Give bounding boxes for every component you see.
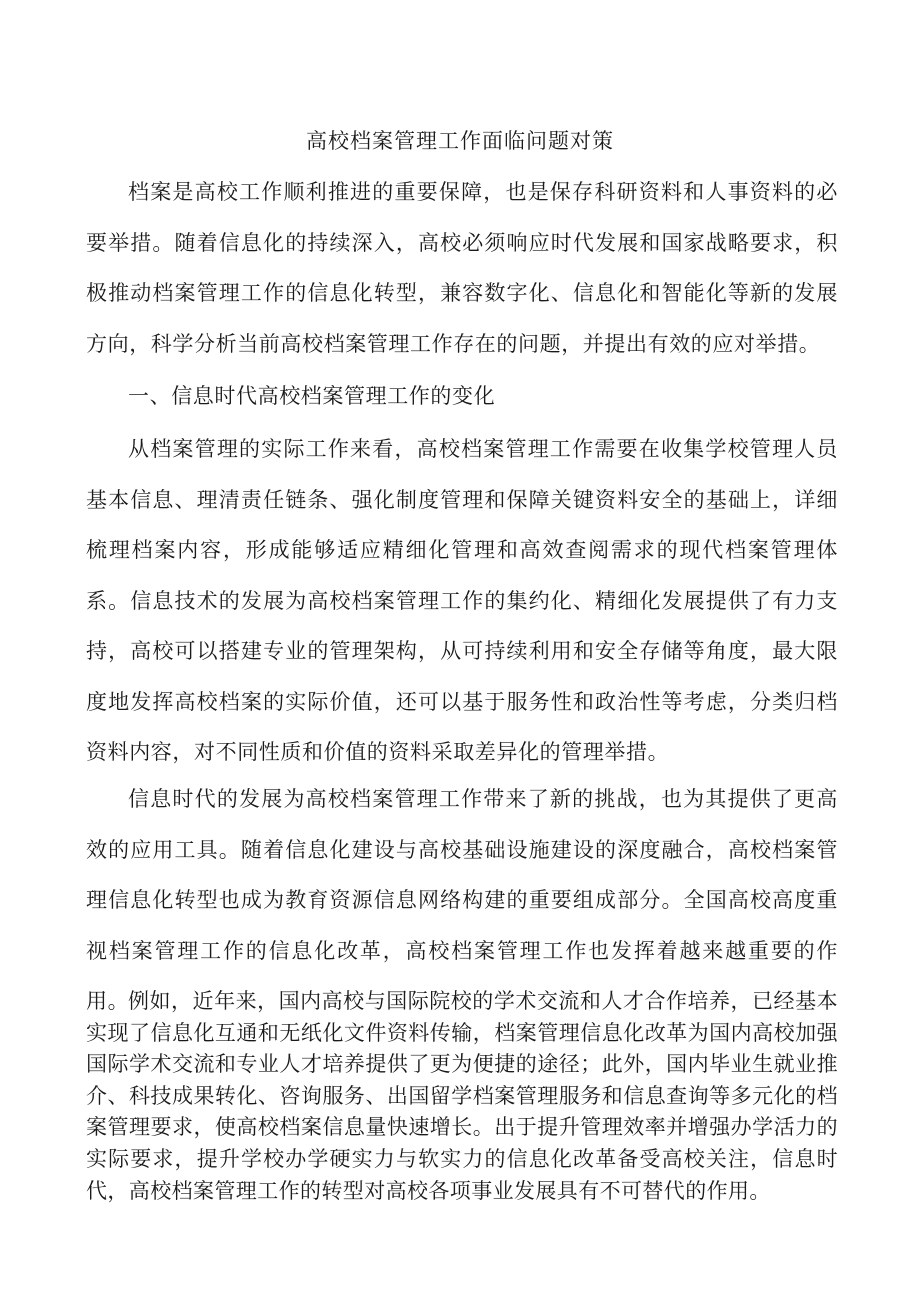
body-paragraph-2: 信息时代的发展为高校档案管理工作带来了新的挑战，也为其提供了更高效的应用工具。随着信息化建设与高校基础设施建设的深度融合，高校档案管理信息化转型也成为教育资源信息网络构建的重要组成部分。全国高校高度重视档案管理工作的信息化改革，高校档案管理工作也发挥着越来越重要的作用。: [86, 787, 838, 1013]
section-heading: 一、信息时代高校档案管理工作的变化: [128, 384, 496, 408]
document-title: 高校档案管理工作面临问题对策: [306, 129, 614, 153]
body-paragraph-1: 从档案管理的实际工作来看，高校档案管理工作需要在收集学校管理人员基本信息、理清责任链条、强化制度管理和保障关键资料安全的基础上，详细梳理档案内容，形成能够适应精细化管理和高效查阅需求的现代档案管理体系。信息技术的发展为高校档案管理工作的集约化、精细化发展提供了有力支持，高校可以搭建专业的管理架构，从可持续利用和安全存储等角度，最大限度地发挥高校档案的实际价值，还可以基于服务性和政治性等考虑，分类归档资料内容，对不同性质和价值的资料采取差异化的管理举措。: [86, 437, 838, 764]
body-paragraph-3: 例如，近年来，国内高校与国际院校的学术交流和人才合作培养，已经基本实现了信息化互通和无纸化文件资料传输，档案管理信息化改革为国内高校加强国际学术交流和专业人才培养提供了更为便捷的途径；此外，国内毕业生就业推介、科技成果转化、咨询服务、出国留学档案管理服务和信息查询等多元化的档案管理要求，使高校档案信息量快速增长。出于提升管理效率并增强办学活力的实际要求，提升学校办学硬实力与软实力的信息化改革备受高校关注，信息时代，高校档案管理工作的转型对高校各项事业发展具有不可替代的作用。: [86, 989, 838, 1203]
intro-paragraph: 档案是高校工作顺利推进的重要保障，也是保存科研资料和人事资料的必要举措。随着信息化的持续深入，高校必须响应时代发展和国家战略要求，积极推动档案管理工作的信息化转型，兼容数字化、信息化和智能化等新的发展方向，科学分析当前高校档案管理工作存在的问题，并提出有效的应对举措。: [86, 180, 838, 356]
